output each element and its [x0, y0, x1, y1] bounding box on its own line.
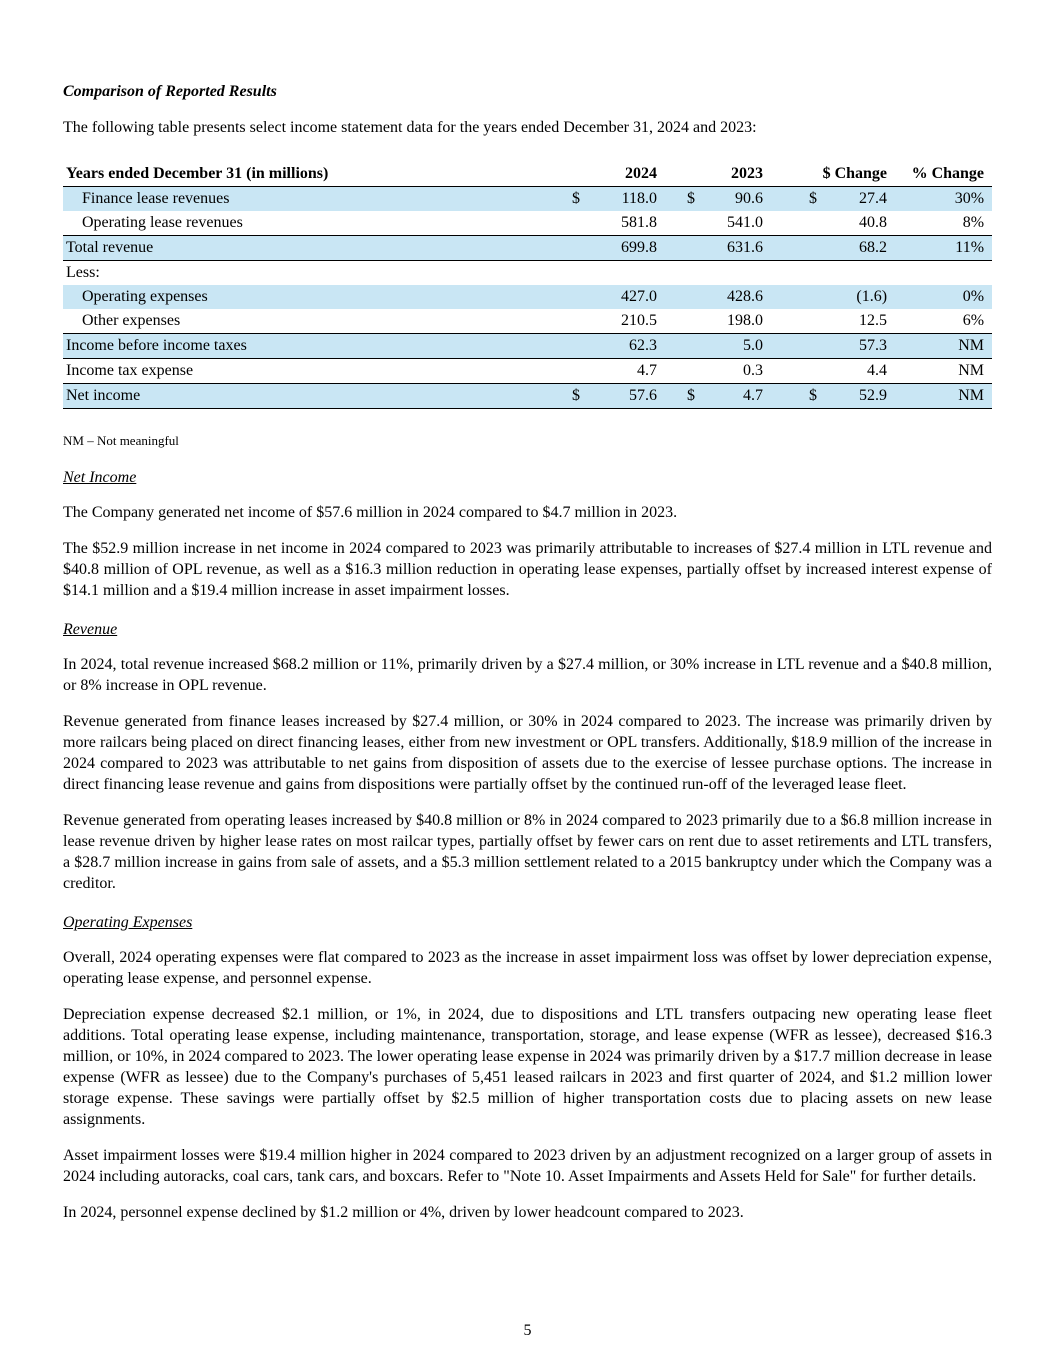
dollar-sign [683, 211, 707, 236]
dollar-sign [805, 309, 829, 334]
value-2024 [593, 261, 665, 286]
paragraph: Revenue generated from finance leases increased by $27.4 million, or 30% in 2024 compared to 2023. The increase was primarily driven by more railcars being placed on direct financing leases, either from new investment or OPL transfers. Additionally, $18.9 million of the increase in 2024 compared to 2023 was attributable to net gains from disposition of assets due to the exercise of lessee purchase options. The increase in direct financing lease revenue and gains from dispositions were partially offset by the continued run-off of the leveraged lease fleet. [63, 713, 992, 793]
value-2023: 4.7 [707, 384, 771, 409]
value-dollar-change: 12.5 [859, 312, 888, 329]
value-percent-change: NM [895, 359, 992, 384]
spacer-cell [771, 261, 805, 286]
table-row-net-income [63, 384, 992, 409]
dollar-sign [568, 236, 593, 261]
value-dollar-change: 68.2 [829, 236, 895, 261]
dollar-sign [805, 236, 829, 261]
dollar-sign [568, 309, 593, 334]
spacer-cell [771, 309, 805, 334]
spacer-cell [665, 334, 683, 359]
value-percent-change: NM [895, 334, 992, 359]
dollar-sign: $ [805, 187, 829, 212]
dollar-sign [568, 261, 593, 286]
dollar-sign: $ [568, 187, 593, 212]
header-label: Years ended December 31 (in millions) [63, 162, 568, 187]
paragraph: In 2024, total revenue increased $68.2 million or 11%, primarily driven by a $27.4 million, or 30% increase in LTL revenue and a $40.8 million, or 8% increase in OPL revenue. [63, 656, 992, 694]
value-2023: 541.0 [727, 214, 763, 231]
table-row-finance-lease-revenues [63, 187, 992, 212]
spacer-cell [771, 211, 805, 236]
value-percent-change: 0% [895, 285, 992, 309]
spacer-cell [665, 236, 683, 261]
row-label: Operating expenses [63, 285, 568, 309]
dollar-sign: $ [568, 384, 593, 409]
value-dollar-change: 40.8 [859, 214, 888, 231]
value-2023: 5.0 [707, 334, 771, 359]
spacer-cell [771, 384, 805, 409]
page-title: Comparison of Reported Results [63, 83, 277, 100]
dollar-sign [568, 211, 593, 236]
dollar-sign [805, 211, 829, 236]
dollar-sign [683, 261, 707, 286]
row-label: Income before income taxes [63, 334, 568, 359]
intro-paragraph: The following table presents select income statement data for the years ended December 31, 2024 and 2023: [63, 119, 757, 136]
value-dollar-change: 57.3 [829, 334, 895, 359]
section-heading-revenue: Revenue [63, 621, 118, 638]
value-percent-change: 30% [895, 187, 992, 212]
table-row-other-expenses [63, 309, 992, 334]
row-label: Income tax expense [63, 359, 568, 384]
value-dollar-change: (1.6) [829, 285, 895, 309]
table-footnote: NM – Not meaningful [63, 433, 179, 448]
dollar-sign [683, 285, 707, 309]
value-percent-change: 8% [962, 214, 985, 231]
value-percent-change: NM [895, 384, 992, 409]
table-row-less [63, 261, 992, 286]
dollar-sign [568, 359, 593, 384]
dollar-sign [568, 285, 593, 309]
value-2023: 428.6 [707, 285, 771, 309]
value-2024: 62.3 [593, 334, 665, 359]
paragraph: The $52.9 million increase in net income in 2024 compared to 2023 was primarily attributable to increases of $27.4 million in LTL revenue and $40.8 million of OPL revenue, as well as a $16.3 million reduction in operating lease expenses, partially offset by increased interest expense of $14.1 million and a $19.4 million increase in asset impairment losses. [63, 540, 992, 599]
dollar-sign [805, 359, 829, 384]
value-dollar-change [829, 261, 895, 286]
section-heading-operating-expenses: Operating Expenses [63, 914, 193, 931]
table-row-income-before-income-taxes [63, 334, 992, 359]
value-2023: 198.0 [727, 312, 763, 329]
spacer-cell [665, 285, 683, 309]
paragraph: Depreciation expense decreased $2.1 million, or 1%, in 2024, due to dispositions and LTL transfers outpacing new operating lease fleet additions. Total operating lease expense, including maintenance, transportation, storage, and lease expense (WFR as lessee), decreased $16.3 million, or 10%, in 2024 compared to 2023. The lower operating lease expense in 2024 was primarily driven by a $17.7 million decrease in lease expense (WFR as lessee) due to the Company's purchases of 5,451 leased railcars in 2023 and first quarter of 2024, and $1.2 million lower storage expense. These savings were partially offset by $2.5 million of higher transportation costs due to placing assets on new lease assignments. [63, 1006, 992, 1128]
header-2023: 2023 [683, 162, 771, 187]
spacer-cell [665, 211, 683, 236]
header-dollar-change: $ Change [805, 162, 895, 187]
header-2024: 2024 [568, 162, 665, 187]
paragraph: The Company generated net income of $57.6 million in 2024 compared to $4.7 million in 2023. [63, 504, 678, 521]
value-2024: 581.8 [621, 214, 657, 231]
table-row-income-tax-expense [63, 359, 992, 384]
value-dollar-change: 27.4 [829, 187, 895, 212]
value-2024: 4.7 [593, 359, 665, 384]
value-2024: 210.5 [621, 312, 657, 329]
table-row-operating-lease-revenues [63, 211, 992, 236]
spacer-cell [665, 187, 683, 212]
row-label: Operating lease revenues [82, 214, 243, 231]
row-label: Net income [63, 384, 568, 409]
paragraph: Revenue generated from operating leases increased by $40.8 million or 8% in 2024 compared to 2023 primarily due to a $6.8 million increase in lease revenue driven by higher lease rates on most railcar types, partially offset by fewer cars on rent due to asset retirements and LTL transfers, a $28.7 million increase in gains from sale of assets, and a $5.3 million settlement related to a 2015 bankruptcy under which the Company was a creditor. [63, 812, 992, 892]
value-2024: 427.0 [593, 285, 665, 309]
paragraph: Asset impairment losses were $19.4 million higher in 2024 compared to 2023 driven by an adjustment recognized on a larger group of assets in 2024 including autoracks, coal cars, tank cars, and boxcars. Refer to "Note 10. Asset Impairments and Assets Held for Sale" for further details. [63, 1147, 992, 1185]
dollar-sign [568, 334, 593, 359]
value-percent-change [895, 261, 992, 286]
value-2023: 631.6 [707, 236, 771, 261]
spacer-cell [771, 334, 805, 359]
spacer-cell [665, 309, 683, 334]
paragraph: Overall, 2024 operating expenses were flat compared to 2023 as the increase in asset impairment loss was offset by lower depreciation expense, operating lease expense, and personnel expense. [63, 949, 992, 987]
value-2024: 699.8 [593, 236, 665, 261]
table-row-total-revenue [63, 236, 992, 261]
spacer-cell [665, 261, 683, 286]
spacer-cell [771, 187, 805, 212]
row-label: Less: [66, 264, 100, 281]
value-dollar-change: 52.9 [829, 384, 895, 409]
header-percent-change: % Change [895, 162, 992, 187]
row-label: Total revenue [63, 236, 568, 261]
spacer-cell [665, 359, 683, 384]
spacer-cell [771, 285, 805, 309]
value-dollar-change: 4.4 [829, 359, 895, 384]
dollar-sign [683, 309, 707, 334]
value-2024: 57.6 [593, 384, 665, 409]
dollar-sign: $ [683, 384, 707, 409]
paragraph: In 2024, personnel expense declined by $1.2 million or 4%, driven by lower headcount compared to 2023. [63, 1204, 744, 1221]
dollar-sign [683, 334, 707, 359]
dollar-sign [683, 359, 707, 384]
row-label: Other expenses [82, 312, 181, 329]
dollar-sign [805, 285, 829, 309]
spacer-cell [771, 236, 805, 261]
section-heading-net-income: Net Income [63, 469, 137, 486]
dollar-sign: $ [683, 187, 707, 212]
spacer-cell [665, 162, 683, 187]
value-2024: 118.0 [593, 187, 665, 212]
value-percent-change: 11% [895, 236, 992, 261]
income-statement-table [63, 162, 992, 409]
value-2023: 0.3 [707, 359, 771, 384]
dollar-sign: $ [805, 384, 829, 409]
dollar-sign [805, 334, 829, 359]
row-label: Finance lease revenues [63, 187, 568, 212]
dollar-sign [683, 236, 707, 261]
value-percent-change: 6% [962, 312, 985, 329]
spacer-cell [771, 162, 805, 187]
dollar-sign [805, 261, 829, 286]
page-number: 5 [523, 1322, 532, 1339]
table-header-row [63, 162, 992, 187]
value-2023 [707, 261, 771, 286]
spacer-cell [665, 384, 683, 409]
table-row-operating-expenses [63, 285, 992, 309]
spacer-cell [771, 359, 805, 384]
value-2023: 90.6 [707, 187, 771, 212]
